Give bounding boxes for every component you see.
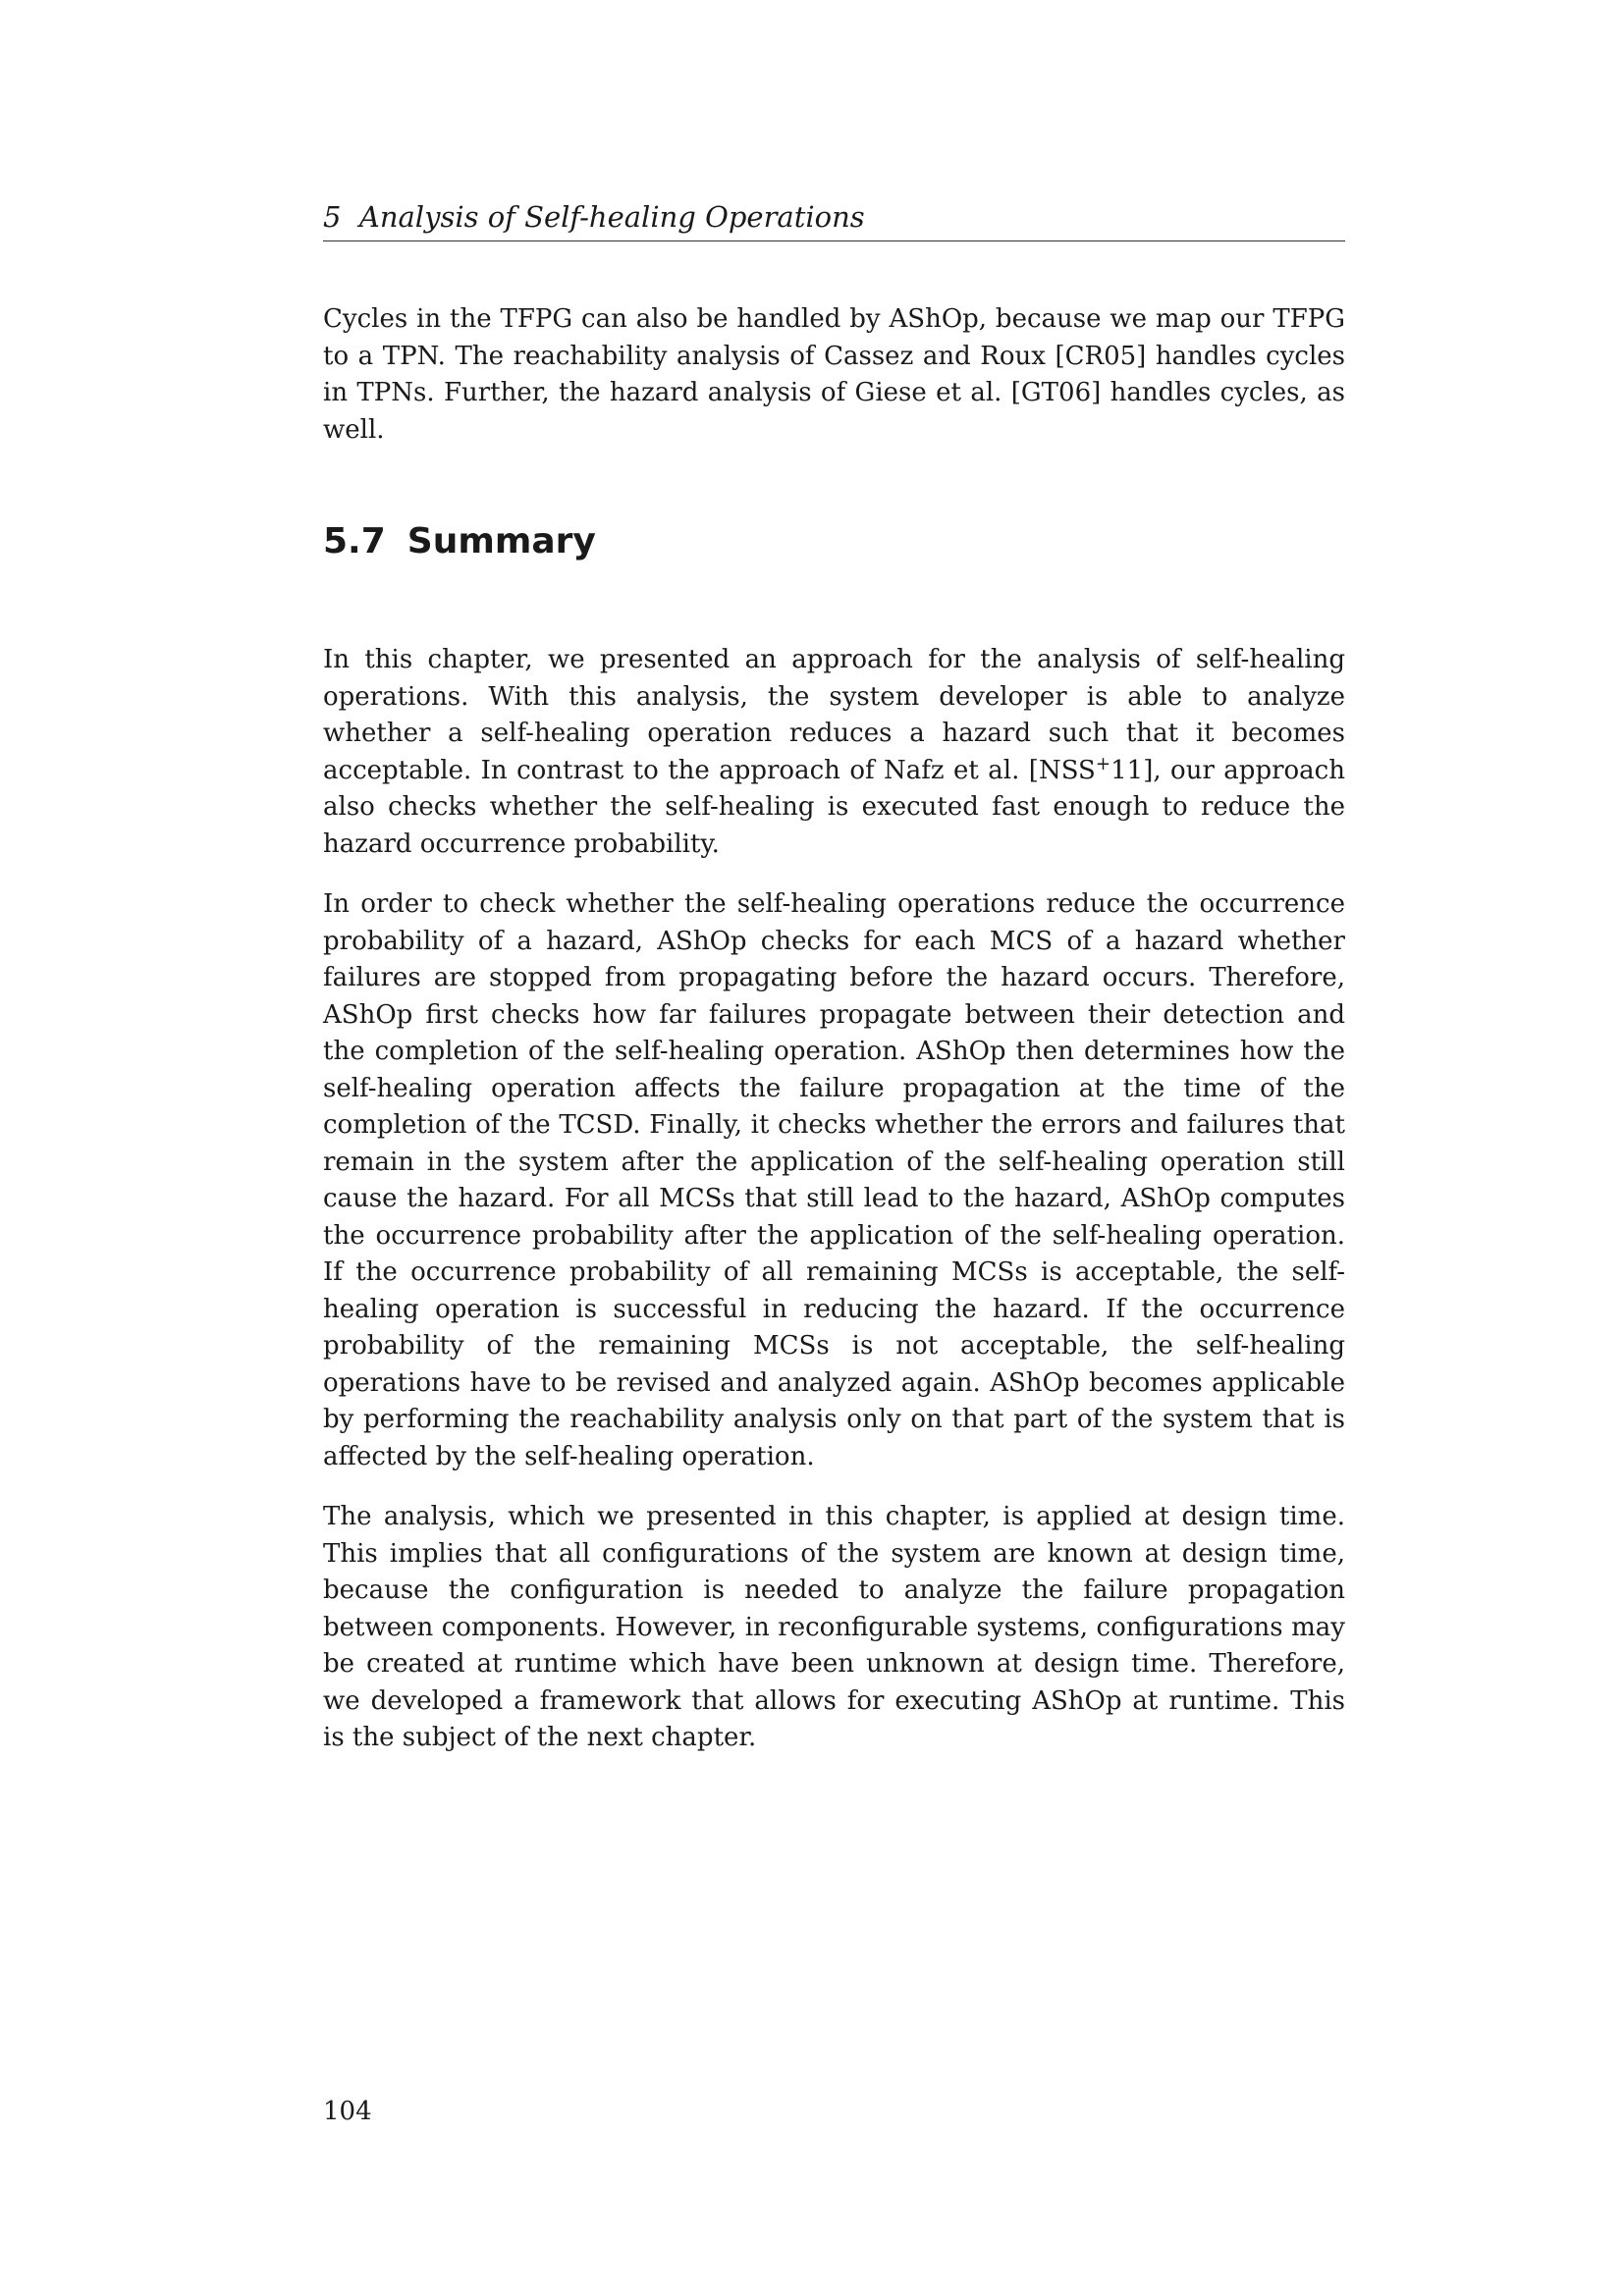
chapter-title: Analysis of Self-healing Operations <box>358 200 865 234</box>
running-header-text <box>323 200 865 234</box>
section-title: Summary <box>406 521 596 561</box>
summary-paragraph-3: The analysis, which we presented in this chapter, is applied at design time. This implies that all configurations of the system are known at design time, because the configuration is needed to analyze the failure propagation between components. However, in reconfigurable systems, configurations may be created at runtime which have been unknown at design time. Therefore, we developed a framework that allows for executing AShOp at runtime. This is the subject of the next chapter. <box>323 1502 1345 1752</box>
intro-paragraph: Cycles in the TFPG can also be handled by AShOp, because we map our TFPG to a TPN. The reachability analysis of Cassez and Roux [CR05] handles cycles in TPNs. Further, the hazard analysis of Giese et al. [GT06] handles cycles, as well. <box>323 304 1345 445</box>
summary-paragraph-1-part-b: 11], our approach also checks whether the self-healing is executed fast enough to reduce the hazard occurrence probability. <box>323 755 1345 859</box>
section-number: 5.7 <box>323 521 386 561</box>
summary-paragraph-2: In order to check whether the self-healing operations reduce the occurrence probability of a hazard, AShOp checks for each MCS of a hazard whether failures are stopped from propagating before the hazard occurs. Therefore, AShOp first checks how far failures propagate between their detection and the completion of the self-healing operation. AShOp then determines how the self-healing operation affects the failure propagation at the time of the completion of the TCSD. Finally, it checks whether the errors and failures that remain in the system after the application of the self-healing operation still cause the hazard. For all MCSs that still lead to the hazard, AShOp computes the occurrence probability after the application of the self-healing operation. If the occurrence probability of all remaining MCSs is acceptable, the self-healing operation is successful in reducing the hazard. If the occurrence probability of the remaining MCSs is not acceptable, the self-healing operations have to be revised and analyzed again. AShOp becomes applicable by performing the reachability analysis only on that part of the system that is affected by the self-healing operation. <box>323 889 1345 1471</box>
summary-paragraph-1-part-a: In this chapter, we presented an approach for the analysis of self-healing operations. With this analysis, the system developer is able to analyze whether a self-healing operation reduces a hazard such that it becomes acceptable. In contrast to the approach of Nafz et al. [NSS <box>323 645 1345 785</box>
section-heading <box>323 520 1345 563</box>
main-content <box>323 301 1345 1757</box>
chapter-number: 5 <box>323 200 342 234</box>
citation-superscript: + <box>1095 753 1111 774</box>
running-header <box>323 196 1345 241</box>
page-number: 104 <box>323 2097 372 2126</box>
summary-paragraph-1 <box>323 642 1345 863</box>
